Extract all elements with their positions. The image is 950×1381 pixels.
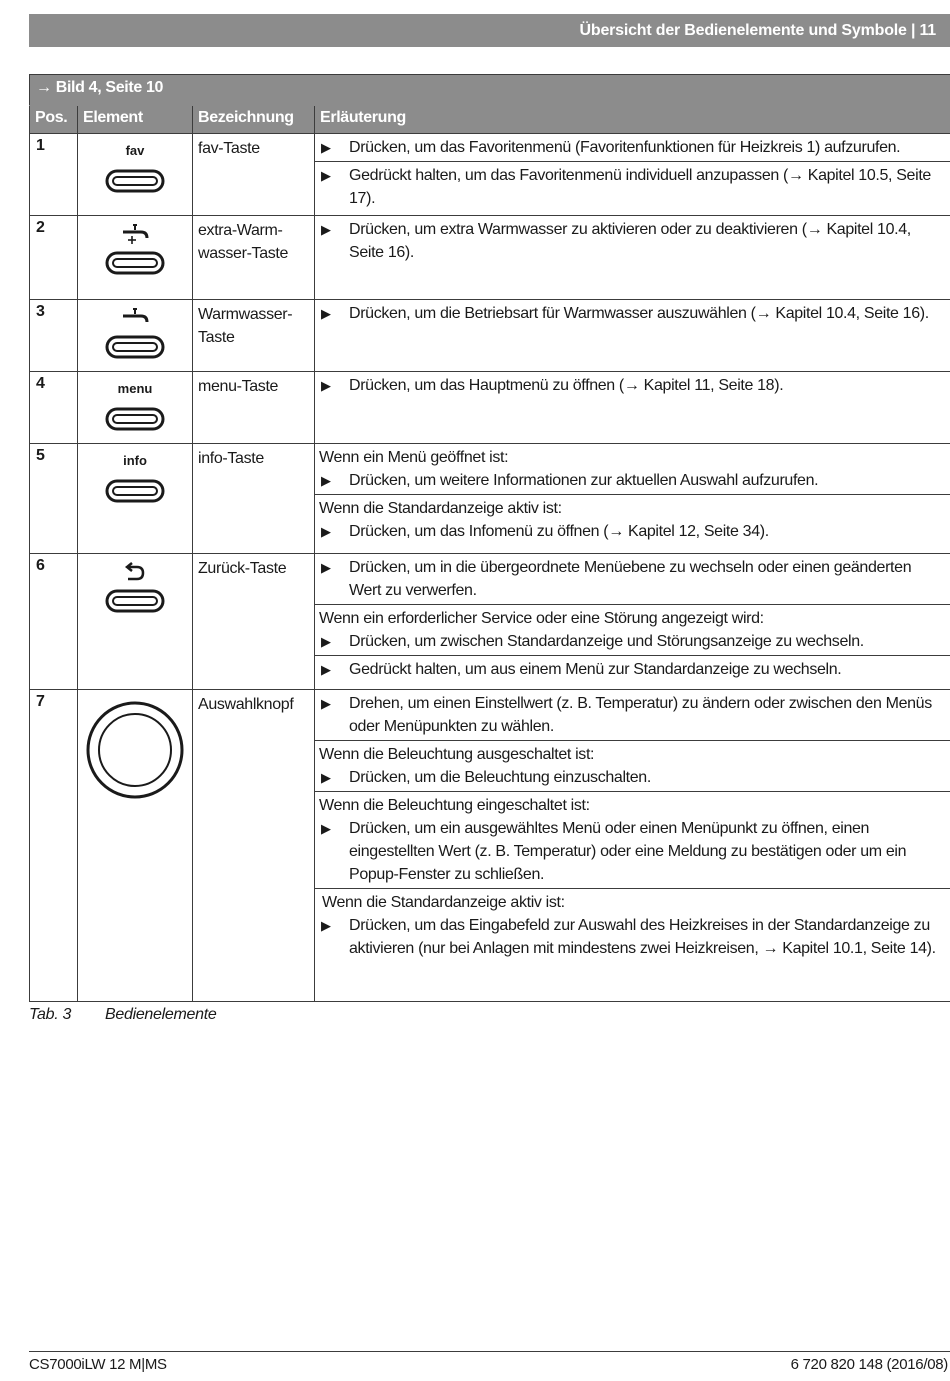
- table-row: [30, 216, 950, 300]
- triangle-right-icon: ▶: [321, 524, 331, 539]
- row-name: info-Taste: [193, 444, 315, 554]
- triangle-right-icon: ▶: [321, 634, 331, 649]
- triangle-right-icon: ▶: [321, 222, 331, 237]
- col-header-pos: Pos.: [30, 106, 78, 134]
- row-element: [78, 134, 193, 216]
- row-pos: 7: [30, 690, 78, 1002]
- row-pos: 5: [30, 444, 78, 554]
- triangle-right-icon: ▶: [321, 306, 331, 321]
- row-pos: 1: [30, 134, 78, 216]
- tap-icon: [115, 308, 155, 330]
- row-name: Warmwasser- Taste: [193, 300, 315, 372]
- row-description: ▶ Drücken, um das Favoritenmenü (Favoritenfunktionen für Heizkreis 1) aufzurufen. ▶ Gedrückt halten, um das Favoritenmenü individuell anzupassen (→ Kapitel 10.5, Seite 17).: [315, 134, 950, 216]
- table-ref-row: [30, 75, 950, 106]
- footer-divider: [29, 1351, 950, 1352]
- row-name: menu-Taste: [193, 372, 315, 444]
- info-label: info: [123, 453, 147, 468]
- row-description: Wenn ein Menü geöffnet ist: ▶ Drücken, um weitere Informationen zur aktuellen Auswahl aufzurufen. Wenn die Standardanzeige aktiv ist: ▶ Drücken, um das Infomenü zu öffnen (→ Kapitel 12, Seite 34).: [315, 444, 950, 554]
- table-caption: [29, 1006, 216, 1024]
- triangle-right-icon: ▶: [321, 918, 331, 933]
- back-arrow-icon: [120, 562, 150, 584]
- footer-doc-number: 6 720 820 148 (2016/08): [790, 1356, 948, 1373]
- fav-label: fav: [125, 143, 145, 158]
- row-element: [78, 300, 193, 372]
- triangle-right-icon: ▶: [321, 696, 331, 711]
- table-row: [30, 300, 950, 372]
- row-element: [78, 444, 193, 554]
- row-pos: 2: [30, 216, 78, 300]
- col-header-name: Bezeichnung: [193, 106, 315, 134]
- table-row: [30, 372, 950, 444]
- row-name: fav-Taste: [193, 134, 315, 216]
- col-header-description: Erläuterung: [315, 106, 950, 134]
- triangle-right-icon: ▶: [321, 560, 331, 575]
- triangle-right-icon: ▶: [321, 662, 331, 677]
- tap-plus-icon: [115, 224, 155, 246]
- table-ref: → Bild 4, Seite 10: [30, 75, 950, 106]
- pill-button-icon: [105, 334, 165, 360]
- row-pos: 3: [30, 300, 78, 372]
- row-description: ▶ Drücken, um das Hauptmenü zu öffnen (→ Kapitel 11, Seite 18).: [315, 372, 950, 444]
- triangle-right-icon: ▶: [321, 770, 331, 785]
- col-header-element: Element: [78, 106, 193, 134]
- controls-table: [29, 74, 950, 1002]
- row-name: Zurück-Taste: [193, 554, 315, 690]
- row-name: extra-Warm- wasser-Taste: [193, 216, 315, 300]
- triangle-right-icon: ▶: [321, 168, 331, 183]
- row-element: [78, 554, 193, 690]
- table-header-row: [30, 106, 950, 134]
- pill-button-icon: [105, 406, 165, 432]
- page-header: [29, 14, 950, 47]
- rotary-knob-icon: [85, 700, 185, 800]
- pill-button-icon: [105, 478, 165, 504]
- triangle-right-icon: ▶: [321, 378, 331, 393]
- table-row: [30, 444, 950, 554]
- pill-button-icon: [105, 168, 165, 194]
- row-description: ▶ Drücken, um extra Warmwasser zu aktivieren oder zu deaktivieren (→ Kapitel 10.4, Seite 16).: [315, 216, 950, 300]
- row-description: ▶ Drücken, um die Betriebsart für Warmwasser auszuwählen (→ Kapitel 10.4, Seite 16).: [315, 300, 950, 372]
- menu-label: menu: [117, 381, 153, 396]
- table-row: [30, 690, 950, 1002]
- row-pos: 4: [30, 372, 78, 444]
- caption-text: Bedienelemente: [105, 1006, 217, 1023]
- pill-button-icon: [105, 250, 165, 276]
- row-element: [78, 216, 193, 300]
- row-description: ▶ Drücken, um in die übergeordnete Menüebene zu wechseln oder einen geänderten Wert zu verwerfen. Wenn ein erforderlicher Service oder eine Störung angezeigt wird: ▶ Drücken, um zwischen Standardanzeige und Störungsanzeige zu wechseln. ▶ Gedrückt halten, um aus einem Menü zur Standardanzeige zu wechseln.: [315, 554, 950, 690]
- row-pos: 6: [30, 554, 78, 690]
- table-row: [30, 134, 950, 216]
- caption-number: Tab. 3: [29, 1006, 72, 1023]
- triangle-right-icon: ▶: [321, 821, 331, 836]
- pill-button-icon: [105, 588, 165, 614]
- footer-product: CS7000iLW 12 M|MS: [29, 1356, 167, 1373]
- triangle-right-icon: ▶: [321, 140, 331, 155]
- row-element: [78, 690, 193, 1002]
- header-title: Übersicht der Bedienelemente und Symbole | 11: [579, 21, 936, 39]
- row-description: ▶ Drehen, um einen Einstellwert (z. B. Temperatur) zu ändern oder zwischen den Menüs oder Menüpunkten zu wählen. Wenn die Beleuchtung ausgeschaltet ist: ▶ Drücken, um die Beleuchtung einzuschalten. Wenn die Beleuchtung eingeschaltet ist: ▶ Drücken, um ein ausgewähltes Menü oder einen Menüpunkt zu öffnen, einen eingestellten Wert (z. B. Temperatur) oder eine Meldung zu bestätigen oder um ein Popup-Fenster zu schließen. Wenn die Standardanzeige aktiv ist: ▶ Drücken, um das Eingabefeld zur Auswahl des Heizkreises in der Standardanzeige zu aktivieren (nur bei Anlagen mit mindestens zwei Heizkreisen, → Kapitel 10.1, Seite 14).: [315, 690, 950, 1002]
- row-element: [78, 372, 193, 444]
- row-name: Auswahlknopf: [193, 690, 315, 1002]
- table-row: [30, 554, 950, 690]
- triangle-right-icon: ▶: [321, 473, 331, 488]
